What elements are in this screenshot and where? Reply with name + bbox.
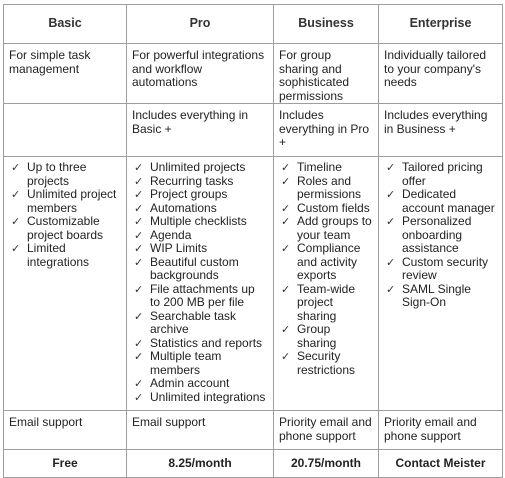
plan-name-business: Business — [274, 5, 379, 44]
plan-support-row — [4, 411, 503, 450]
check-icon: ✓ — [11, 215, 21, 228]
feature-item — [384, 283, 497, 310]
plan-price-business: 20.75/month — [274, 450, 379, 478]
feature-item — [279, 161, 373, 175]
feature-item — [279, 283, 373, 324]
feature-text: Customizable project boards — [27, 214, 104, 242]
feature-item — [9, 188, 121, 215]
plan-includes-pro: Includes everything in Basic + — [127, 104, 274, 157]
feature-text: Searchable task archive — [150, 308, 237, 336]
plan-description-basic: For simple task management — [4, 44, 127, 104]
plan-price-basic: Free — [4, 450, 127, 478]
feature-item — [132, 202, 268, 216]
check-icon: ✓ — [281, 201, 291, 215]
feature-text: Unlimited projects — [150, 160, 246, 174]
plan-comparison-table — [3, 4, 503, 478]
plan-includes-row — [4, 104, 503, 157]
plan-header-row — [4, 5, 503, 44]
check-icon: ✓ — [134, 188, 144, 201]
feature-text: Beautiful custom backgrounds — [150, 254, 239, 282]
feature-text: Security restrictions — [297, 349, 356, 377]
check-icon: ✓ — [281, 215, 291, 228]
feature-text: Timeline — [297, 160, 342, 174]
plan-features-basic — [4, 157, 127, 411]
plan-features-row — [4, 157, 503, 411]
feature-text: Limited integrations — [27, 241, 90, 269]
feature-item — [132, 161, 268, 175]
check-icon: ✓ — [281, 282, 291, 296]
check-icon: ✓ — [134, 255, 144, 269]
feature-item — [384, 188, 497, 215]
feature-text: SAML Single Sign-On — [402, 281, 471, 309]
feature-text: Group sharing — [297, 322, 337, 350]
plan-includes-business: Includes everything in Pro + — [274, 104, 379, 157]
plan-description-business: For group sharing and sophisticated permissions — [274, 44, 379, 104]
check-icon: ✓ — [134, 201, 144, 215]
feature-text: Unlimited project members — [27, 187, 117, 215]
feature-text: Dedicated account manager — [402, 187, 495, 215]
feature-text: Project groups — [150, 187, 228, 201]
feature-item — [132, 310, 268, 337]
feature-text: WIP Limits — [150, 241, 208, 255]
check-icon: ✓ — [11, 161, 21, 174]
check-icon: ✓ — [11, 188, 21, 201]
plan-name-basic: Basic — [4, 5, 127, 44]
feature-text: File attachments up to 200 MB per file — [150, 281, 255, 309]
plan-description-pro: For powerful integrations and workflow automations — [127, 44, 274, 104]
check-icon: ✓ — [281, 161, 291, 174]
check-icon: ✓ — [386, 188, 396, 201]
feature-text: Tailored pricing offer — [402, 160, 483, 188]
feature-text: Automations — [150, 200, 217, 215]
plan-support-pro: Email support — [127, 411, 274, 450]
feature-item — [9, 242, 121, 269]
plan-price-enterprise: Contact Meister — [379, 450, 503, 478]
feature-text: Add groups to your team — [297, 214, 372, 242]
check-icon: ✓ — [281, 350, 291, 363]
plan-name-enterprise: Enterprise — [379, 5, 503, 44]
plan-support-business: Priority email and phone support — [274, 411, 379, 450]
feature-item — [132, 229, 268, 243]
check-icon: ✓ — [386, 282, 396, 296]
plan-price-pro: 8.25/month — [127, 450, 274, 478]
plan-description-row — [4, 44, 503, 104]
check-icon: ✓ — [134, 282, 144, 296]
feature-item — [132, 256, 268, 283]
check-icon: ✓ — [134, 174, 144, 188]
check-icon: ✓ — [386, 161, 396, 174]
check-icon: ✓ — [134, 309, 144, 323]
feature-text: Recurring tasks — [150, 173, 234, 188]
feature-item — [279, 202, 373, 216]
plan-support-basic: Email support — [4, 411, 127, 450]
plan-features-business — [274, 157, 379, 411]
check-icon: ✓ — [134, 377, 144, 390]
check-icon: ✓ — [134, 336, 144, 350]
feature-item — [279, 215, 373, 242]
plan-price-row — [4, 450, 503, 478]
feature-item — [132, 175, 268, 189]
plan-name-pro: Pro — [127, 5, 274, 44]
feature-item — [132, 377, 268, 391]
feature-item — [132, 337, 268, 351]
feature-text: Custom fields — [297, 200, 370, 215]
feature-item — [279, 175, 373, 202]
check-icon: ✓ — [134, 350, 144, 363]
feature-item — [384, 256, 497, 283]
feature-text: Unlimited integrations — [150, 389, 266, 404]
feature-item — [132, 391, 268, 405]
feature-text: Agenda — [150, 227, 192, 242]
feature-item — [9, 215, 121, 242]
feature-item — [132, 215, 268, 229]
feature-item — [384, 215, 497, 256]
feature-text: Admin account — [150, 376, 230, 390]
feature-item — [132, 188, 268, 202]
check-icon: ✓ — [11, 242, 21, 255]
plan-features-enterprise — [379, 157, 503, 411]
check-icon: ✓ — [134, 228, 144, 242]
check-icon: ✓ — [134, 161, 144, 174]
feature-text: Personalized onboarding assistance — [402, 214, 472, 255]
feature-text: Statistics and reports — [150, 335, 263, 350]
feature-text: Team-wide project sharing — [297, 281, 356, 323]
check-icon: ✓ — [386, 215, 396, 228]
check-icon: ✓ — [134, 390, 144, 404]
feature-text: Multiple team members — [150, 349, 222, 377]
feature-text: Up to three projects — [27, 160, 87, 188]
plan-support-enterprise: Priority email and phone support — [379, 411, 503, 450]
feature-item — [132, 283, 268, 310]
feature-list-basic — [9, 161, 121, 269]
feature-list-pro — [132, 161, 268, 404]
plan-description-enterprise: Individually tailored to your company's needs — [379, 44, 503, 104]
plan-includes-basic — [4, 104, 127, 157]
feature-item — [279, 323, 373, 350]
check-icon: ✓ — [134, 242, 144, 255]
feature-item — [384, 161, 497, 188]
feature-list-enterprise — [384, 161, 497, 310]
feature-text: Roles and permissions — [297, 173, 362, 201]
check-icon: ✓ — [281, 323, 291, 336]
feature-text: Multiple checklists — [150, 214, 247, 228]
check-icon: ✓ — [281, 242, 291, 255]
feature-item — [279, 242, 373, 283]
feature-text: Compliance and activity exports — [297, 241, 361, 282]
check-icon: ✓ — [281, 174, 291, 188]
feature-item — [132, 242, 268, 256]
check-icon: ✓ — [134, 215, 144, 228]
plan-includes-enterprise: Includes everything in Business + — [379, 104, 503, 157]
feature-item — [132, 350, 268, 377]
feature-item — [279, 350, 373, 377]
plan-features-pro — [127, 157, 274, 411]
feature-list-business — [279, 161, 373, 377]
check-icon: ✓ — [386, 255, 396, 269]
feature-item — [9, 161, 121, 188]
feature-text: Custom security review — [402, 254, 489, 282]
